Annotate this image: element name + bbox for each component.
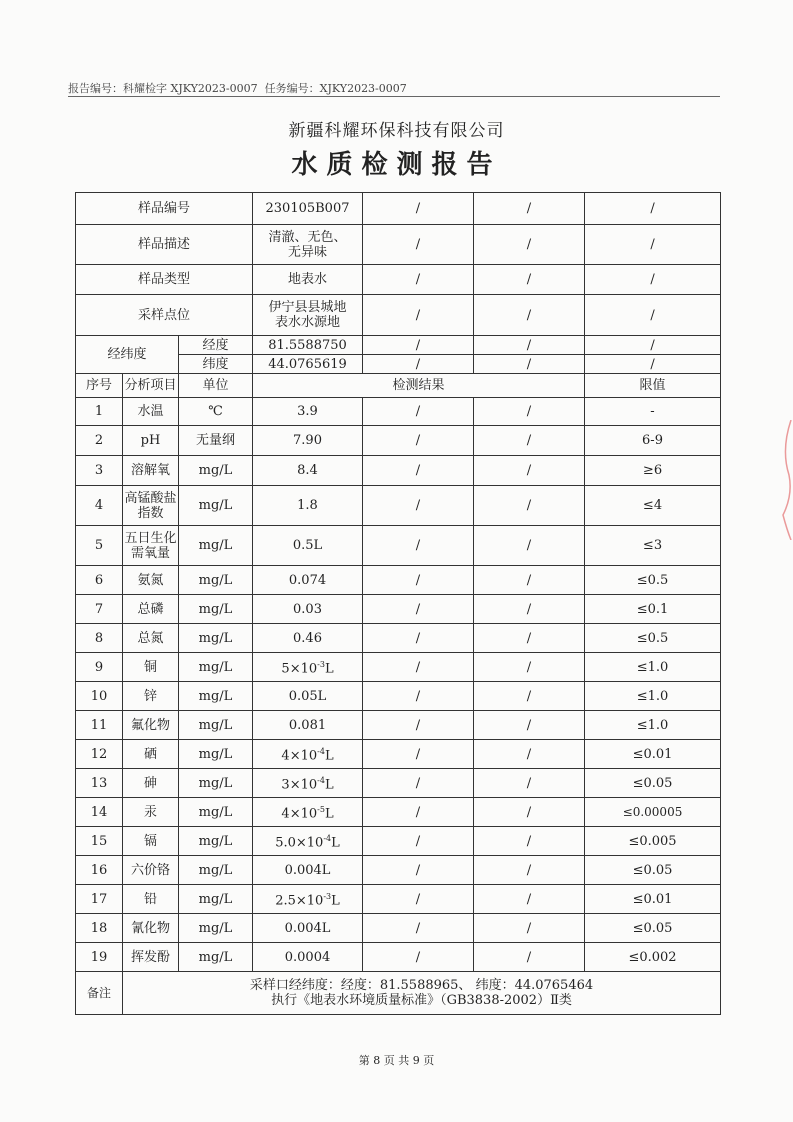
row-no: 4: [76, 486, 123, 526]
slash-cell: /: [474, 355, 585, 374]
table-row: [76, 624, 721, 653]
slash-cell: /: [474, 856, 585, 885]
row-limit: ≤0.5: [585, 566, 721, 595]
sample-site-line2: 表水水源地: [274, 315, 340, 330]
row-item: 砷: [123, 769, 179, 798]
col-limit: 限值: [585, 374, 721, 398]
slash-cell: /: [474, 653, 585, 682]
row-limit: ≥6: [585, 456, 721, 486]
row-result: 1.8: [253, 486, 363, 526]
slash-cell: /: [363, 486, 474, 526]
remark-row: [76, 972, 721, 1015]
remark-label: 备注: [76, 972, 123, 1015]
slash-cell: /: [474, 486, 585, 526]
table-row: [76, 426, 721, 456]
slash-cell: /: [585, 193, 721, 225]
row-result: 0.0004: [253, 943, 363, 972]
slash-cell: /: [363, 225, 474, 265]
col-unit: 单位: [179, 374, 253, 398]
sample-site: [253, 295, 363, 336]
report-no-label: 报告编号：: [68, 82, 123, 95]
result-suffix: L: [324, 661, 334, 677]
row-result: 0.004L: [253, 856, 363, 885]
row-limit: ≤1.0: [585, 711, 721, 740]
sample-site-label: 采样点位: [76, 295, 253, 336]
slash-cell: /: [474, 265, 585, 295]
row-item: 氟化物: [123, 711, 179, 740]
result-exponent: -3: [317, 660, 325, 670]
slash-cell: /: [585, 336, 721, 355]
row-unit: mg/L: [179, 711, 253, 740]
slash-cell: /: [363, 265, 474, 295]
row-item: [123, 486, 179, 526]
table-row: [76, 943, 721, 972]
sample-id: 230105B007: [253, 193, 363, 225]
col-seq: 序号: [76, 374, 123, 398]
sample-id-label: 样品编号: [76, 193, 253, 225]
row-unit: mg/L: [179, 943, 253, 972]
slash-cell: /: [585, 295, 721, 336]
row-result: 0.004L: [253, 914, 363, 943]
row-result: 0.5L: [253, 526, 363, 566]
row-result: 0.46: [253, 624, 363, 653]
row-result: 8.4: [253, 456, 363, 486]
row-limit: ≤0.1: [585, 595, 721, 624]
row-result: [253, 653, 363, 682]
row-limit: 6-9: [585, 426, 721, 456]
row-limit: ≤3: [585, 526, 721, 566]
result-base: 2.5×10: [275, 893, 324, 909]
slash-cell: /: [474, 885, 585, 914]
report-title: 水质检测报告: [291, 150, 502, 180]
slash-cell: /: [363, 798, 474, 827]
row-no: 17: [76, 885, 123, 914]
row-result: [253, 798, 363, 827]
slash-cell: /: [474, 943, 585, 972]
slash-cell: /: [585, 355, 721, 374]
report-header: [68, 80, 407, 96]
slash-cell: /: [474, 398, 585, 426]
row-no: 13: [76, 769, 123, 798]
table-row: [76, 798, 721, 827]
row-unit: mg/L: [179, 769, 253, 798]
table-row: [76, 740, 721, 769]
slash-cell: /: [363, 914, 474, 943]
result-base: 5×10: [281, 661, 318, 677]
slash-cell: /: [585, 265, 721, 295]
slash-cell: /: [363, 653, 474, 682]
row-unit: mg/L: [179, 885, 253, 914]
row-item-line1: 高锰酸盐: [124, 490, 177, 506]
slash-cell: /: [585, 225, 721, 265]
row-unit: mg/L: [179, 914, 253, 943]
slash-cell: /: [363, 566, 474, 595]
row-item: 镉: [123, 827, 179, 856]
sample-site-line1: 伊宁县县城地: [268, 300, 347, 315]
slash-cell: /: [474, 595, 585, 624]
row-limit: ≤0.5: [585, 624, 721, 653]
slash-cell: /: [363, 682, 474, 711]
slash-cell: /: [474, 456, 585, 486]
result-exponent: -5: [317, 805, 325, 815]
row-item: pH: [123, 426, 179, 456]
row-item: 溶解氧: [123, 456, 179, 486]
row-limit: ≤0.002: [585, 943, 721, 972]
row-item-line1: 五日生化: [124, 530, 177, 546]
slash-cell: /: [363, 856, 474, 885]
table-row: [76, 885, 721, 914]
slash-cell: /: [474, 566, 585, 595]
slash-cell: /: [363, 769, 474, 798]
row-no: 3: [76, 456, 123, 486]
slash-cell: /: [363, 456, 474, 486]
slash-cell: /: [363, 336, 474, 355]
longitude: 81.5588750: [253, 336, 363, 355]
slash-cell: /: [363, 193, 474, 225]
row-unit: mg/L: [179, 798, 253, 827]
row-result: [253, 769, 363, 798]
row-item: 总磷: [123, 595, 179, 624]
row-result: 7.90: [253, 426, 363, 456]
table-row: [76, 711, 721, 740]
result-exponent: -3: [323, 892, 332, 902]
row-item: 总氮: [123, 624, 179, 653]
row-limit: ≤0.00005: [585, 798, 721, 827]
table-row: [76, 914, 721, 943]
result-suffix: L: [331, 835, 340, 851]
slash-cell: /: [474, 295, 585, 336]
row-no: 9: [76, 653, 123, 682]
longitude-label: 经度: [179, 336, 253, 355]
results-table: [75, 192, 721, 1015]
row-item: 硒: [123, 740, 179, 769]
task-no-label: 任务编号：: [264, 82, 320, 95]
sample-type: 地表水: [253, 265, 363, 295]
table-row: [76, 653, 721, 682]
table-row: [76, 682, 721, 711]
slash-cell: /: [474, 682, 585, 711]
remark-content: [123, 972, 721, 1015]
slash-cell: /: [363, 526, 474, 566]
slash-cell: /: [474, 225, 585, 265]
row-unit: mg/L: [179, 566, 253, 595]
sample-desc-line1: 清澈、无色、: [268, 229, 347, 245]
row-no: 8: [76, 624, 123, 653]
slash-cell: /: [474, 426, 585, 456]
table-row: [76, 526, 721, 566]
row-result: 0.03: [253, 595, 363, 624]
sample-type-row: [76, 265, 721, 295]
latitude-label: 纬度: [179, 355, 253, 374]
remark-line1: 采样口经纬度：经度：81.5588965、 纬度：44.0765464: [249, 978, 594, 993]
slash-cell: /: [363, 426, 474, 456]
col-result: 检测结果: [253, 374, 585, 398]
row-item: [123, 526, 179, 566]
slash-cell: /: [363, 711, 474, 740]
slash-cell: /: [474, 336, 585, 355]
row-unit: mg/L: [179, 456, 253, 486]
slash-cell: /: [363, 943, 474, 972]
row-limit: ≤1.0: [585, 682, 721, 711]
row-no: 18: [76, 914, 123, 943]
row-unit: mg/L: [179, 486, 253, 526]
row-no: 1: [76, 398, 123, 426]
row-item: 水温: [123, 398, 179, 426]
row-no: 5: [76, 526, 123, 566]
row-no: 16: [76, 856, 123, 885]
row-item: 铅: [123, 885, 179, 914]
company-name: 新疆科耀环保科技有限公司: [288, 121, 505, 141]
row-result: 3.9: [253, 398, 363, 426]
table-row: [76, 486, 721, 526]
row-no: 7: [76, 595, 123, 624]
sample-id-row: [76, 193, 721, 225]
row-limit: ≤1.0: [585, 653, 721, 682]
result-suffix: L: [324, 777, 334, 793]
row-item-line2: 需氧量: [130, 545, 170, 561]
row-unit: mg/L: [179, 682, 253, 711]
column-header-row: [76, 374, 721, 398]
table-row: [76, 595, 721, 624]
task-no: XJKY2023-0007: [319, 82, 407, 95]
slash-cell: /: [474, 914, 585, 943]
row-no: 12: [76, 740, 123, 769]
slash-cell: /: [474, 740, 585, 769]
result-suffix: L: [331, 893, 340, 909]
row-item: 汞: [123, 798, 179, 827]
row-unit: 无量纲: [179, 426, 253, 456]
row-unit: mg/L: [179, 827, 253, 856]
row-item: 六价铬: [123, 856, 179, 885]
row-limit: ≤0.05: [585, 856, 721, 885]
slash-cell: /: [363, 398, 474, 426]
slash-cell: /: [363, 355, 474, 374]
row-no: 14: [76, 798, 123, 827]
row-unit: mg/L: [179, 624, 253, 653]
page-number: 第 8 页 共 9 页: [358, 1054, 435, 1067]
slash-cell: /: [474, 769, 585, 798]
slash-cell: /: [474, 711, 585, 740]
longitude-row: [76, 336, 721, 355]
sample-type-label: 样品类型: [76, 265, 253, 295]
row-result: 0.074: [253, 566, 363, 595]
slash-cell: /: [474, 798, 585, 827]
row-limit: ≤0.01: [585, 740, 721, 769]
result-base: 4×10: [281, 806, 318, 822]
slash-cell: /: [474, 193, 585, 225]
seal-stamp-edge: [779, 420, 793, 540]
row-unit: mg/L: [179, 740, 253, 769]
row-unit: mg/L: [179, 653, 253, 682]
sample-desc-line2: 无异味: [287, 244, 327, 260]
slash-cell: /: [363, 740, 474, 769]
row-unit: ℃: [179, 398, 253, 426]
table-row: [76, 827, 721, 856]
row-no: 19: [76, 943, 123, 972]
col-item: 分析项目: [123, 374, 179, 398]
slash-cell: /: [363, 595, 474, 624]
result-exponent: -4: [317, 747, 325, 757]
row-limit: ≤0.05: [585, 769, 721, 798]
row-item: 氰化物: [123, 914, 179, 943]
slash-cell: /: [474, 526, 585, 566]
row-limit: ≤0.05: [585, 914, 721, 943]
table-row: [76, 769, 721, 798]
row-limit: ≤0.01: [585, 885, 721, 914]
slash-cell: /: [474, 827, 585, 856]
result-suffix: L: [324, 748, 334, 764]
row-result: [253, 885, 363, 914]
slash-cell: /: [363, 885, 474, 914]
row-unit: mg/L: [179, 595, 253, 624]
table-row: [76, 856, 721, 885]
slash-cell: /: [363, 827, 474, 856]
sample-desc: [253, 225, 363, 265]
row-no: 15: [76, 827, 123, 856]
slash-cell: /: [474, 624, 585, 653]
row-no: 10: [76, 682, 123, 711]
table-row: [76, 456, 721, 486]
row-result: [253, 740, 363, 769]
row-item: 挥发酚: [123, 943, 179, 972]
row-no: 6: [76, 566, 123, 595]
row-item: 铜: [123, 653, 179, 682]
latitude: 44.0765619: [253, 355, 363, 374]
row-result: [253, 827, 363, 856]
sample-desc-row: [76, 225, 721, 265]
row-no: 11: [76, 711, 123, 740]
row-limit: ≤4: [585, 486, 721, 526]
result-base: 5.0×10: [275, 835, 324, 851]
sample-site-row: [76, 295, 721, 336]
slash-cell: /: [363, 295, 474, 336]
report-no: 科耀检字 XJKY2023-0007: [123, 82, 258, 95]
row-unit: mg/L: [179, 526, 253, 566]
sample-desc-label: 样品描述: [76, 225, 253, 265]
result-base: 3×10: [281, 777, 318, 793]
row-item: 锌: [123, 682, 179, 711]
row-item: 氨氮: [123, 566, 179, 595]
header-divider: [68, 96, 720, 97]
row-result: 0.05L: [253, 682, 363, 711]
coord-label: 经纬度: [76, 336, 179, 374]
remark-line2: 执行《地表水环境质量标准》（GB3838-2002）Ⅱ类: [271, 993, 572, 1008]
row-item-line2: 指数: [137, 505, 164, 521]
row-result: 0.081: [253, 711, 363, 740]
result-base: 4×10: [281, 748, 318, 764]
result-exponent: -4: [317, 776, 325, 786]
result-suffix: L: [324, 806, 334, 822]
row-limit: -: [585, 398, 721, 426]
row-unit: mg/L: [179, 856, 253, 885]
row-no: 2: [76, 426, 123, 456]
table-row: [76, 566, 721, 595]
result-exponent: -4: [323, 834, 332, 844]
slash-cell: /: [363, 624, 474, 653]
table-row: [76, 398, 721, 426]
row-limit: ≤0.005: [585, 827, 721, 856]
